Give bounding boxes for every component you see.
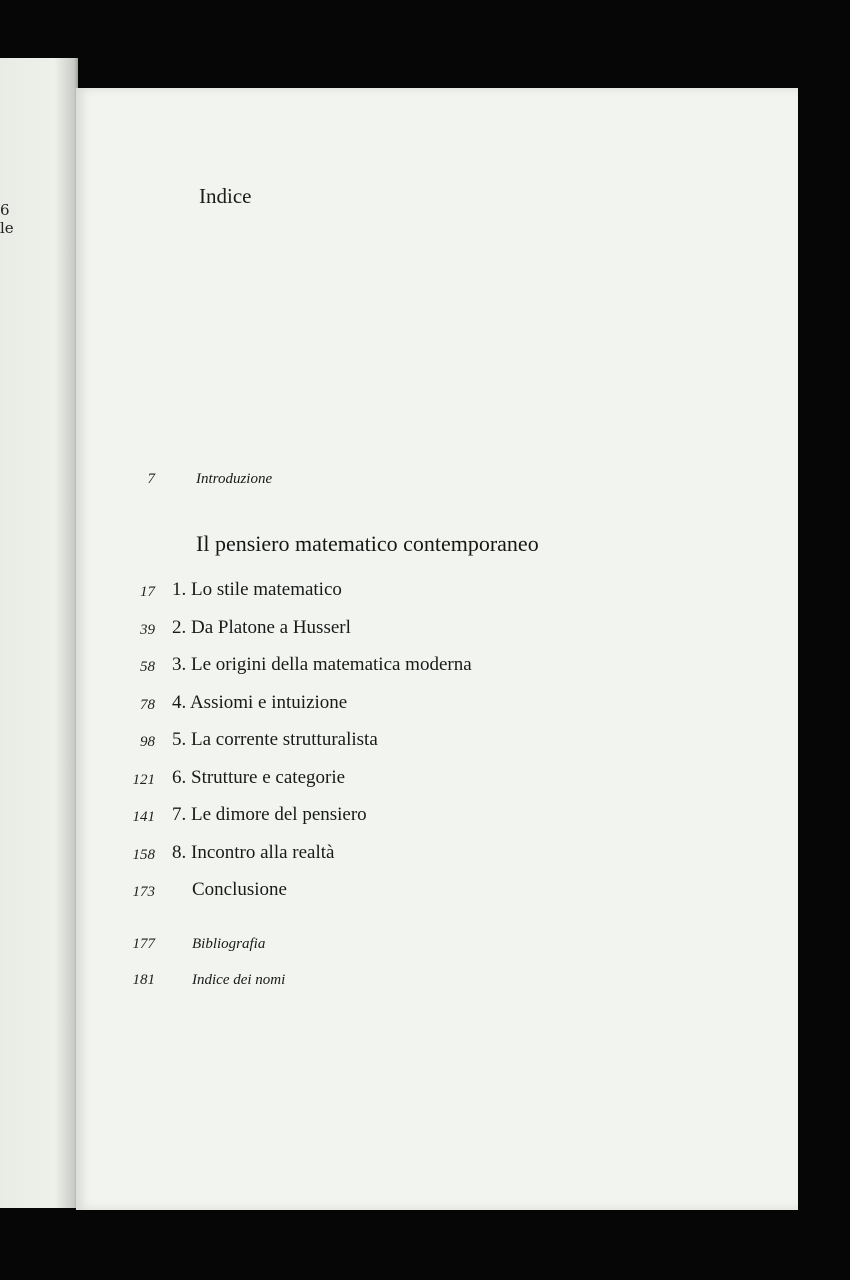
toc-page-number: 173 [132, 884, 155, 900]
toc-page-number: 78 [140, 697, 155, 713]
toc-entry [76, 842, 798, 872]
toc-page-number: 121 [132, 772, 155, 788]
toc-page-number: 98 [140, 734, 155, 750]
toc-entry-label: 6. Strutture e categorie [172, 767, 346, 788]
toc-page-number: 39 [140, 622, 155, 638]
toc-entry-label: Conclusione [192, 879, 287, 900]
toc-entry-label: Introduzione [196, 471, 273, 487]
toc-entry-label: 2. Da Platone a Husserl [172, 617, 351, 638]
toc-entry-label: Bibliografia [192, 936, 266, 952]
toc-page-number: 7 [147, 471, 155, 487]
toc-entry [76, 654, 798, 684]
toc-entry-bibliography [76, 933, 798, 963]
toc-entry-label: 5. La corrente strutturalista [172, 729, 378, 750]
toc-page-number: 158 [132, 847, 155, 863]
left-page-fragment: le [0, 219, 14, 237]
toc-page-number: 177 [132, 936, 155, 952]
toc-entry-label: 3. Le origini della matematica moderna [172, 654, 472, 675]
toc-entry-intro [76, 468, 798, 498]
left-page-fragment: 6 [0, 201, 10, 219]
toc-page-number: 58 [140, 659, 155, 675]
toc-entry-name-index [76, 969, 798, 999]
page-title: Indice [199, 184, 252, 208]
toc-entry-label: 4. Assiomi e intuizione [172, 692, 348, 713]
toc-entry [76, 579, 798, 609]
toc-page-number: 17 [140, 584, 155, 600]
toc-entry-label: 1. Lo stile matematico [172, 579, 342, 600]
toc-entry-label: 8. Incontro alla realtà [172, 842, 335, 863]
left-page [0, 58, 78, 1208]
toc-entry-label: Indice dei nomi [192, 972, 286, 988]
toc-page-number: 181 [132, 972, 155, 988]
toc-entry [76, 879, 798, 909]
toc-page-number: 141 [132, 809, 155, 825]
toc-page [76, 88, 798, 1210]
toc-entry [76, 767, 798, 797]
toc-entry [76, 729, 798, 759]
toc-entry [76, 804, 798, 834]
toc-entry [76, 692, 798, 722]
section-heading: Il pensiero matematico contemporaneo [196, 531, 539, 556]
toc-entry-label: 7. Le dimore del pensiero [172, 804, 367, 825]
toc-entry [76, 617, 798, 647]
